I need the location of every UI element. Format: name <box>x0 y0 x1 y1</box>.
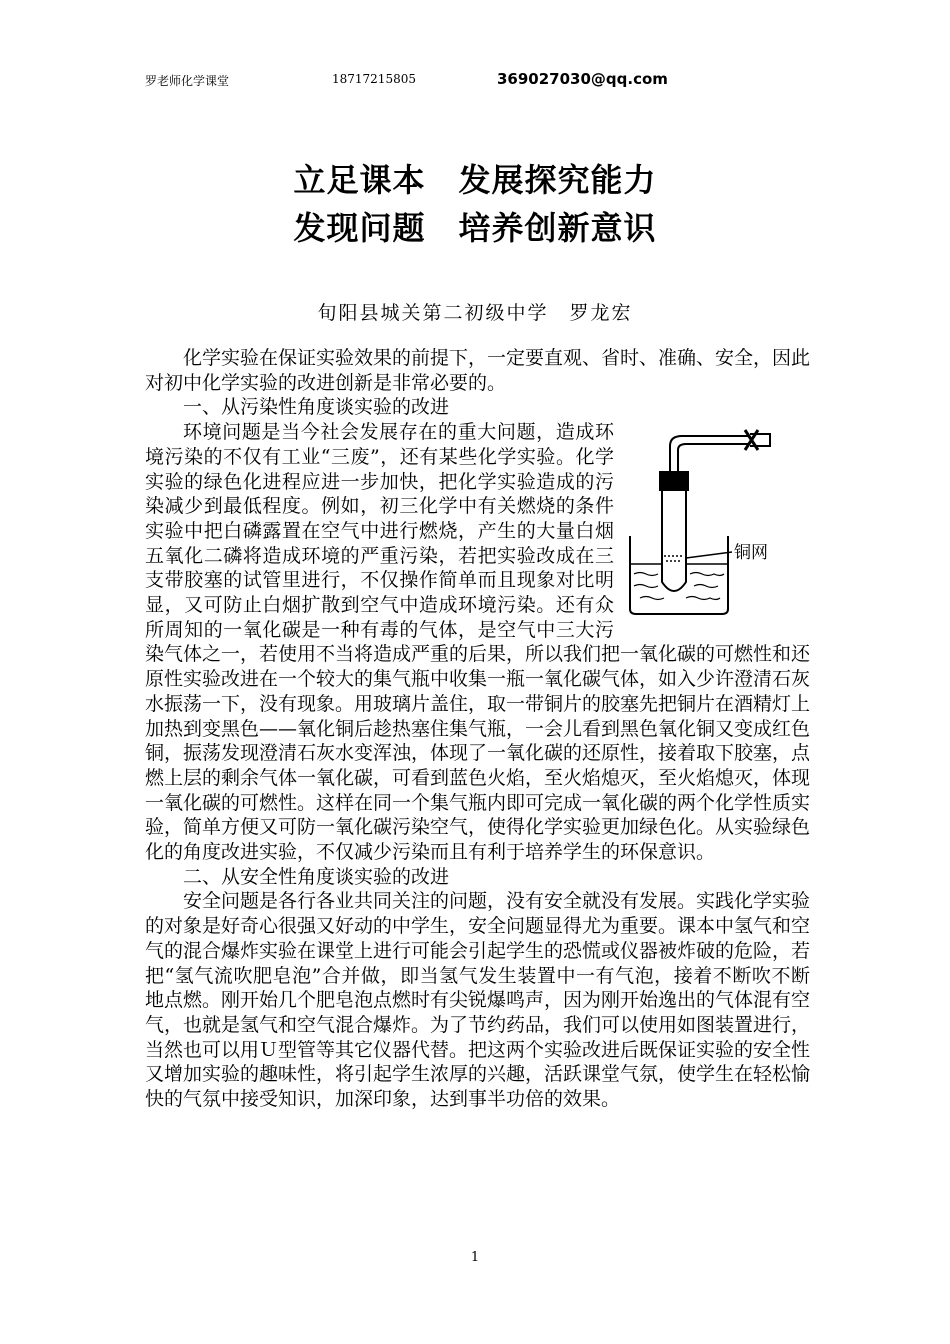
paragraph-pollution-text: 环境问题是当今社会发展存在的重大问题，造成环境污染的不仅有工业“三废”，还有某些化学实验。化学实验的绿色化进程应进一步加快，把化学实验造成的污染减少到最低程度。例如，初三化学中有关燃烧的条件实验中把白磷露置在空气中进行燃烧，产生的大量白烟五氧化二磷将造成环境的严重污染，若把实验改成在三支带胶塞的试管里进行，不仅操作简单而且现象对比明显，又可防止白烟扩散到空气中造成环境污染。还有众所周知的一氧化碳是一种有毒的气体，是空气中三大污染气体之一，若使用不当将造成严重的后果，所以我们把一氧化碳的可燃性和还原性实验改进在一个较大的集气瓶中收集一瓶一氧化碳气体，如入少许澄清石灰水振荡一下，没有现象。用玻璃片盖住，取一带铜片的胶塞先把铜片在酒精灯上加热到变黑色——氧化铜后趁热塞住集气瓶，一会儿看到黑色氧化铜又变成红色铜，振荡发现澄清石灰水变浑浊，体现了一氧化碳的还原性，接着取下胶塞，点燃上层的剩余气体一氧化碳，可看到蓝色火焰，至火焰熄灭，至火焰熄灭，体现一氧化碳的可燃性。这样在同一个集气瓶内即可完成一氧化碳的两个化学性质实验，简单方便又可防一氧化碳污染空气，使得化学实验更加绿色化。从实验绿色化的角度改进实验，不仅减少污染而且有利于培养学生的环保意识。 <box>145 421 811 864</box>
header-phone: 18717215805 <box>332 72 416 86</box>
intro-paragraph: 化学实验在保证实验效果的前提下，一定要直观、省时、准确、安全，因此对初中化学实验的改进创新是非常必要的。 <box>145 347 811 394</box>
title-line-2: 发现问题 培养创新意识 <box>293 209 657 247</box>
apparatus-figure <box>620 424 810 620</box>
page-number: 1 <box>470 1250 480 1265</box>
section-heading-2: 二、从安全性角度谈实验的改进 <box>183 865 450 888</box>
title-line-1: 立足课本 发展探究能力 <box>293 161 657 199</box>
article-body <box>145 346 810 1112</box>
paragraph-safety: 安全问题是各行各业共同关注的问题，没有安全就没有发展。实践化学实验的对象是好奇心很强又好动的中学生，安全问题显得尤为重要。课本中氢气和空气的混合爆炸实验在课堂上进行可能会引起学生的恐慌或仪器被炸破的危险，若把“氢气流吹肥皂泡”合并做，即当氢气发生装置中一有气泡，接着不断吹不断地点燃。刚开始几个肥皂泡点燃时有尖锐爆鸣声，因为刚开始逸出的气体混有空气，也就是氢气和空气混合爆炸。为了节约药品，我们可以使用如图装置进行，当然也可以用Ｕ型管等其它仪器代替。把这两个实验改进后既保证实验的安全性又增加实验的趣味性，将引起学生浓厚的兴趣，活跃课堂气氛，使学生在轻松愉快的气氛中接受知识，加深印象，达到事半功倍的效果。 <box>145 890 811 1111</box>
header-name: 罗老师化学课堂 <box>145 74 230 88</box>
section-heading-1: 一、从污染性角度谈实验的改进 <box>183 396 450 419</box>
author-line: 旬阳县城关第二初级中学 罗龙宏 <box>317 302 633 324</box>
paragraph-pollution <box>145 420 810 865</box>
figure-label-copper-mesh: 铜网 <box>734 543 768 564</box>
page-header <box>145 70 825 90</box>
header-email: 369027030@qq.com <box>497 70 668 88</box>
